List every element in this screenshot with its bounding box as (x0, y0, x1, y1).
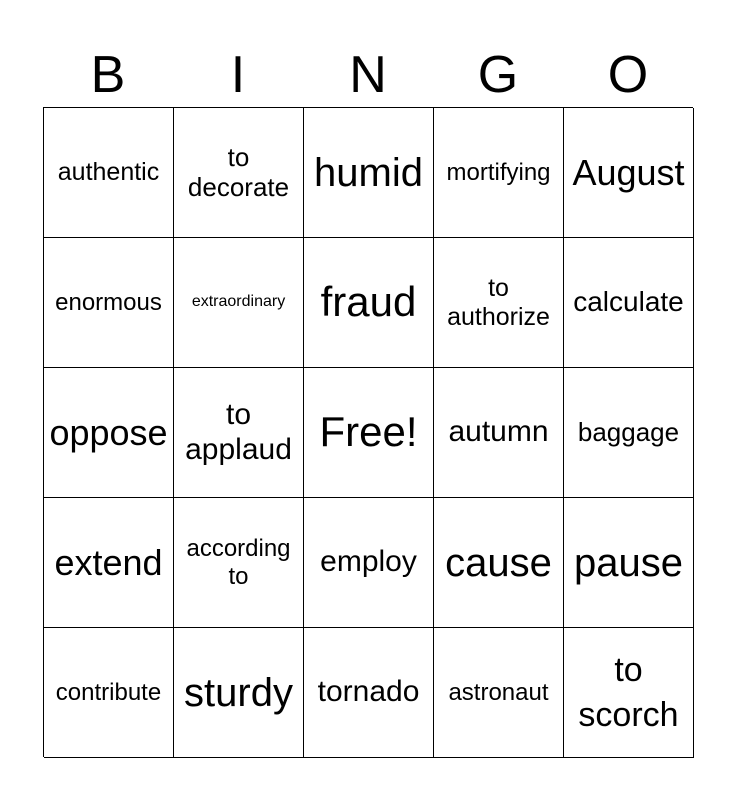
bingo-cell[interactable]: authentic (44, 108, 174, 238)
bingo-cell[interactable]: according to (174, 498, 304, 628)
bingo-cell[interactable]: to decorate (174, 108, 304, 238)
bingo-cell[interactable]: autumn (434, 368, 564, 498)
bingo-header (43, 42, 693, 108)
bingo-cell[interactable]: cause (434, 498, 564, 628)
bingo-cell[interactable]: to authorize (434, 238, 564, 368)
bingo-cell[interactable]: employ (304, 498, 434, 628)
header-letter-g: G (477, 46, 519, 104)
bingo-cell[interactable]: humid (304, 108, 434, 238)
bingo-cell[interactable]: calculate (564, 238, 694, 368)
bingo-cell[interactable]: extraordinary (174, 238, 304, 368)
bingo-cell[interactable]: extend (44, 498, 174, 628)
bingo-cell[interactable]: oppose (44, 368, 174, 498)
bingo-cell[interactable]: sturdy (174, 628, 304, 758)
bingo-cell[interactable]: August (564, 108, 694, 238)
bingo-cell[interactable]: tornado (304, 628, 434, 758)
bingo-board (43, 107, 693, 757)
bingo-cell[interactable]: fraud (304, 238, 434, 368)
header-letter-o: O (607, 46, 649, 104)
header-letter-i: I (230, 46, 246, 104)
bingo-cell[interactable]: to scorch (564, 628, 694, 758)
bingo-cell[interactable]: pause (564, 498, 694, 628)
bingo-cell[interactable]: to applaud (174, 368, 304, 498)
header-letter-b: B (90, 46, 126, 104)
header-letter-n: N (349, 46, 387, 104)
bingo-cell[interactable]: mortifying (434, 108, 564, 238)
bingo-cell[interactable]: astronaut (434, 628, 564, 758)
bingo-cell[interactable]: enormous (44, 238, 174, 368)
bingo-cell[interactable]: baggage (564, 368, 694, 498)
bingo-cell free-space[interactable]: Free! (304, 368, 434, 498)
bingo-cell[interactable]: contribute (44, 628, 174, 758)
